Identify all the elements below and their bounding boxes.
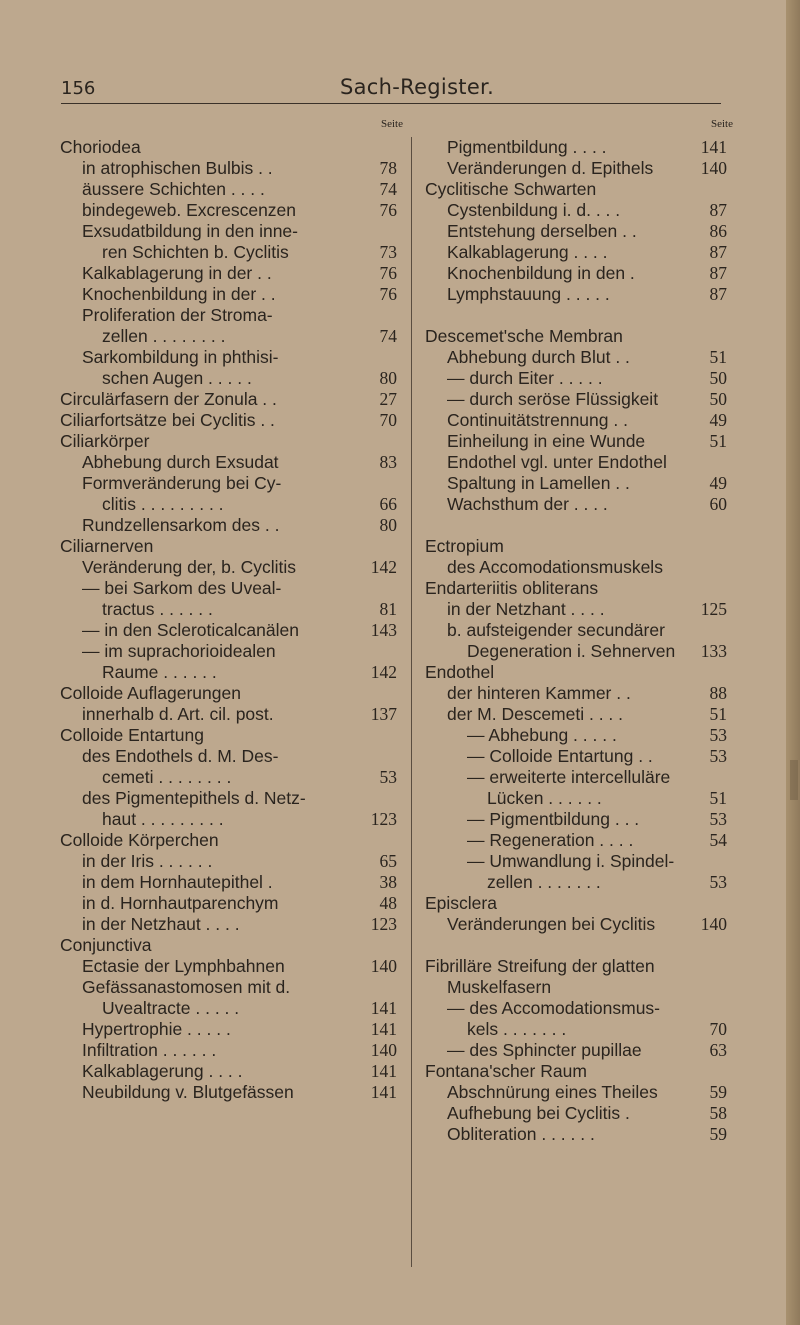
entry-text: Veränderung der, b. Cyclitis — [82, 557, 297, 577]
index-entry — [60, 914, 405, 935]
entry-text: Proliferation der Stroma- — [82, 305, 273, 325]
index-entry — [60, 746, 405, 767]
entry-page-number: 59 — [709, 1124, 727, 1144]
edge-mark — [790, 760, 798, 800]
index-entry — [425, 137, 735, 158]
entry-page-number: 53 — [709, 872, 727, 892]
index-entry — [425, 1082, 735, 1103]
index-entry — [425, 494, 735, 515]
index-entry — [425, 1103, 735, 1124]
entry-page-number: 53 — [709, 725, 727, 745]
entry-text: Ectasie der Lymphbahnen — [82, 956, 285, 976]
entry-text: Abhebung durch Blut . . — [447, 347, 630, 367]
index-entry — [425, 473, 735, 494]
entry-text: — in den Scleroticalcanälen — [82, 620, 299, 640]
index-entry — [425, 179, 735, 200]
index-entry — [60, 389, 405, 410]
index-entries-left — [60, 137, 405, 1103]
index-entry — [60, 200, 405, 221]
index-entry — [60, 683, 405, 704]
index-entry — [60, 536, 405, 557]
index-entry — [60, 893, 405, 914]
index-entry — [425, 704, 735, 725]
seite-label-right: Seite — [711, 118, 733, 130]
entry-gap — [425, 935, 735, 956]
entry-text: kels . . . . . . . — [467, 1019, 567, 1039]
index-entry — [60, 242, 405, 263]
entry-text: Fontana'scher Raum — [425, 1061, 587, 1081]
entry-text: — des Accomodationsmus- — [447, 998, 661, 1018]
index-entry — [60, 431, 405, 452]
entry-text: cemeti . . . . . . . . — [102, 767, 232, 787]
entry-page-number: 53 — [709, 809, 727, 829]
entry-page-number: 123 — [370, 914, 397, 934]
index-entry — [60, 851, 405, 872]
entry-page-number: 27 — [379, 389, 397, 409]
entry-text: haut . . . . . . . . . — [102, 809, 224, 829]
index-entry — [425, 641, 735, 662]
index-entry — [425, 1061, 735, 1082]
entry-text: Formveränderung bei Cy- — [82, 473, 282, 493]
index-entry — [425, 662, 735, 683]
entry-text: der M. Descemeti . . . . — [447, 704, 624, 724]
index-entry — [425, 536, 735, 557]
entry-page-number: 141 — [700, 137, 727, 157]
index-entry — [60, 410, 405, 431]
index-entry — [60, 620, 405, 641]
index-entry — [60, 641, 405, 662]
entry-text: Endothel — [425, 662, 495, 682]
index-entry — [60, 221, 405, 242]
entry-text: — Pigmentbildung . . . — [467, 809, 640, 829]
entry-page-number: 83 — [379, 452, 397, 472]
entry-text: Raume . . . . . . — [102, 662, 217, 682]
index-entry — [425, 431, 735, 452]
index-entry — [425, 557, 735, 578]
entry-text: Entstehung derselben . . — [447, 221, 637, 241]
entry-gap — [425, 305, 735, 326]
index-entry — [60, 557, 405, 578]
entry-text: der hinteren Kammer . . — [447, 683, 631, 703]
entry-text: Kalkablagerung in der . . — [82, 263, 272, 283]
entry-text: in der Netzhant . . . . — [447, 599, 605, 619]
entry-text: — durch Eiter . . . . . — [447, 368, 603, 388]
entry-page-number: 49 — [709, 410, 727, 430]
index-entry — [60, 704, 405, 725]
entry-text: in atrophischen Bulbis . . — [82, 158, 273, 178]
entry-text: in dem Hornhautepithel . — [82, 872, 273, 892]
index-entry — [60, 179, 405, 200]
entry-page-number: 51 — [709, 347, 727, 367]
entry-page-number: 141 — [370, 998, 397, 1018]
entry-text: Veränderungen bei Cyclitis — [447, 914, 656, 934]
entry-page-number: 87 — [709, 284, 727, 304]
index-entry — [425, 242, 735, 263]
entry-text: b. aufsteigender secundärer — [447, 620, 665, 640]
index-entry — [60, 599, 405, 620]
index-entry — [425, 809, 735, 830]
index-entry — [60, 158, 405, 179]
entry-page-number: 51 — [709, 788, 727, 808]
entry-page-number: 65 — [379, 851, 397, 871]
entry-text: Colloide Auflagerungen — [60, 683, 241, 703]
entry-text: zellen . . . . . . . . — [102, 326, 226, 346]
entry-text: Hypertrophie . . . . . — [82, 1019, 231, 1039]
entry-gap — [425, 515, 735, 536]
entry-text: äussere Schichten . . . . — [82, 179, 265, 199]
entry-page-number: 141 — [370, 1019, 397, 1039]
entry-text: Ciliarkörper — [60, 431, 150, 451]
entry-text: Lymphstauung . . . . . — [447, 284, 610, 304]
entry-text: Descemet'sche Membran — [425, 326, 623, 346]
entry-text: in d. Hornhautparenchym — [82, 893, 279, 913]
entry-page-number: 51 — [709, 704, 727, 724]
entry-page-number: 140 — [370, 1040, 397, 1060]
index-entry — [425, 956, 735, 977]
entry-page-number: 38 — [379, 872, 397, 892]
index-entry — [60, 788, 405, 809]
page-title: Sach-Register. — [340, 75, 495, 99]
index-entry — [425, 326, 735, 347]
entry-text: Muskelfasern — [447, 977, 552, 997]
entry-page-number: 63 — [709, 1040, 727, 1060]
entry-text: — Colloide Entartung . . — [467, 746, 653, 766]
entry-text: Endarteriitis obliterans — [425, 578, 599, 598]
index-entry — [60, 1019, 405, 1040]
entry-page-number: 137 — [370, 704, 397, 724]
index-entry — [425, 221, 735, 242]
index-entry — [60, 284, 405, 305]
entry-page-number: 73 — [379, 242, 397, 262]
entry-page-number: 143 — [370, 620, 397, 640]
index-entry — [425, 410, 735, 431]
entry-page-number: 70 — [379, 410, 397, 430]
entry-text: — im suprachorioidealen — [82, 641, 276, 661]
entry-page-number: 49 — [709, 473, 727, 493]
index-entry — [425, 158, 735, 179]
entry-page-number: 80 — [379, 515, 397, 535]
index-entry — [425, 599, 735, 620]
entry-text: Abhebung durch Exsudat — [82, 452, 279, 472]
index-entry — [425, 746, 735, 767]
entry-text: Exsudatbildung in den inne- — [82, 221, 298, 241]
entry-page-number: 51 — [709, 431, 727, 451]
index-entry — [60, 305, 405, 326]
entry-text: Gefässanastomosen mit d. — [82, 977, 291, 997]
entry-page-number: 53 — [709, 746, 727, 766]
entry-page-number: 76 — [379, 200, 397, 220]
entry-page-number: 76 — [379, 263, 397, 283]
entry-text: Lücken . . . . . . — [487, 788, 602, 808]
index-entry — [60, 1061, 405, 1082]
entry-page-number: 140 — [700, 158, 727, 178]
entry-text: zellen . . . . . . . — [487, 872, 601, 892]
index-entry — [425, 725, 735, 746]
entry-text: Einheilung in eine Wunde — [447, 431, 646, 451]
entry-page-number: 60 — [709, 494, 727, 514]
index-entry — [60, 872, 405, 893]
entry-page-number: 74 — [379, 179, 397, 199]
entry-text: Choriodea — [60, 137, 141, 157]
entry-page-number: 53 — [379, 767, 397, 787]
entry-text: — bei Sarkom des Uveal- — [82, 578, 282, 598]
index-entry — [60, 326, 405, 347]
index-entry — [425, 347, 735, 368]
entry-page-number: 70 — [709, 1019, 727, 1039]
index-entry — [60, 137, 405, 158]
entry-page-number: 54 — [709, 830, 727, 850]
index-column-left — [60, 118, 405, 1103]
entry-text: — des Sphincter pupillae — [447, 1040, 642, 1060]
index-column-right — [425, 118, 735, 1145]
entry-page-number: 125 — [700, 599, 727, 619]
entry-text: Neubildung v. Blutgefässen — [82, 1082, 294, 1102]
entry-text: Kalkablagerung . . . . — [447, 242, 608, 262]
entry-text: in der Iris . . . . . . — [82, 851, 213, 871]
index-entry — [425, 683, 735, 704]
entry-text: Kalkablagerung . . . . — [82, 1061, 243, 1081]
entry-text: clitis . . . . . . . . . — [102, 494, 224, 514]
entry-text: bindegeweb. Excrescenzen — [82, 200, 297, 220]
index-entry — [425, 767, 735, 788]
entry-text: Endothel vgl. unter Endothel — [447, 452, 667, 472]
entry-text: — Umwandlung i. Spindel- — [467, 851, 675, 871]
index-entry — [60, 1082, 405, 1103]
index-entry — [425, 578, 735, 599]
entry-text: Veränderungen d. Epithels — [447, 158, 654, 178]
index-entry — [60, 263, 405, 284]
entry-text: Colloide Körperchen — [60, 830, 219, 850]
entry-text: des Accomodationsmuskels — [447, 557, 663, 577]
index-entry — [60, 473, 405, 494]
entry-text: — durch seröse Flüssigkeit — [447, 389, 659, 409]
index-entry — [60, 809, 405, 830]
page-number: 156 — [61, 78, 96, 99]
header-rule — [61, 103, 721, 104]
index-entry — [425, 452, 735, 473]
entry-page-number: 66 — [379, 494, 397, 514]
entry-text: Pigmentbildung . . . . — [447, 137, 607, 157]
entry-page-number: 48 — [379, 893, 397, 913]
entry-page-number: 76 — [379, 284, 397, 304]
index-entry — [425, 200, 735, 221]
index-entry — [60, 767, 405, 788]
entry-text: des Endothels d. M. Des- — [82, 746, 279, 766]
entry-text: Sarkombildung in phthisi- — [82, 347, 279, 367]
index-entry — [425, 263, 735, 284]
entry-page-number: 74 — [379, 326, 397, 346]
entry-text: Cystenbildung i. d. . . . — [447, 200, 621, 220]
entry-text: Degeneration i. Sehnerven — [467, 641, 676, 661]
entry-text: Obliteration . . . . . . — [447, 1124, 595, 1144]
entry-text: — Abhebung . . . . . — [467, 725, 617, 745]
index-entry — [425, 368, 735, 389]
entry-text: Knochenbildung in der . . — [82, 284, 276, 304]
column-divider — [411, 137, 412, 1267]
index-entry — [425, 284, 735, 305]
entry-text: Spaltung in Lamellen . . — [447, 473, 630, 493]
entry-page-number: 87 — [709, 263, 727, 283]
entry-text: Colloide Entartung — [60, 725, 204, 745]
index-entry — [60, 368, 405, 389]
entry-page-number: 86 — [709, 221, 727, 241]
entry-text: Episclera — [425, 893, 497, 913]
entry-text: — Regeneration . . . . — [467, 830, 634, 850]
entry-page-number: 123 — [370, 809, 397, 829]
entry-text: Ciliarfortsätze bei Cyclitis . . — [60, 410, 275, 430]
index-entry — [60, 725, 405, 746]
index-entry — [60, 494, 405, 515]
entry-page-number: 87 — [709, 200, 727, 220]
index-entry — [425, 872, 735, 893]
index-entry — [60, 515, 405, 536]
entry-page-number: 81 — [379, 599, 397, 619]
entry-page-number: 141 — [370, 1061, 397, 1081]
index-entry — [60, 1040, 405, 1061]
entry-text: Wachsthum der . . . . — [447, 494, 608, 514]
index-entry — [60, 578, 405, 599]
entry-text: Circulärfasern der Zonula . . — [60, 389, 277, 409]
entry-text: Knochenbildung in den . — [447, 263, 635, 283]
index-entry — [60, 452, 405, 473]
entry-text: Uvealtracte . . . . . — [102, 998, 240, 1018]
entry-page-number: 140 — [700, 914, 727, 934]
entry-text: Ciliarnerven — [60, 536, 154, 556]
entry-text: Fibrilläre Streifung der glatten — [425, 956, 655, 976]
index-entry — [425, 620, 735, 641]
entry-page-number: 141 — [370, 1082, 397, 1102]
entry-page-number: 87 — [709, 242, 727, 262]
entry-text: Infiltration . . . . . . — [82, 1040, 217, 1060]
page-edge — [786, 0, 800, 1325]
index-entry — [425, 830, 735, 851]
index-entry — [60, 956, 405, 977]
index-entry — [60, 347, 405, 368]
index-entry — [425, 1019, 735, 1040]
entry-page-number: 59 — [709, 1082, 727, 1102]
entry-page-number: 50 — [709, 368, 727, 388]
entry-page-number: 142 — [370, 662, 397, 682]
entry-page-number: 140 — [370, 956, 397, 976]
entry-text: tractus . . . . . . — [102, 599, 213, 619]
entry-page-number: 142 — [370, 557, 397, 577]
index-entry — [425, 893, 735, 914]
entry-text: innerhalb d. Art. cil. post. — [82, 704, 274, 724]
entry-page-number: 78 — [379, 158, 397, 178]
index-entry — [425, 851, 735, 872]
entry-text: Conjunctiva — [60, 935, 152, 955]
index-entry — [60, 998, 405, 1019]
entry-text: Aufhebung bei Cyclitis . — [447, 1103, 630, 1123]
entry-text: Abschnürung eines Theiles — [447, 1082, 658, 1102]
index-entry — [60, 935, 405, 956]
index-entry — [60, 830, 405, 851]
entry-text: Ectropium — [425, 536, 504, 556]
entry-text: Continuitätstrennung . . — [447, 410, 628, 430]
entry-page-number: 80 — [379, 368, 397, 388]
index-entry — [60, 977, 405, 998]
index-entry — [425, 998, 735, 1019]
entry-page-number: 88 — [709, 683, 727, 703]
entry-text: in der Netzhaut . . . . — [82, 914, 240, 934]
entry-text: Rundzellensarkom des . . — [82, 515, 280, 535]
entry-text: Cyclitische Schwarten — [425, 179, 597, 199]
entry-page-number: 58 — [709, 1103, 727, 1123]
index-entry — [425, 914, 735, 935]
index-entry — [60, 662, 405, 683]
index-entry — [425, 1124, 735, 1145]
entry-page-number: 50 — [709, 389, 727, 409]
entry-page-number: 133 — [700, 641, 727, 661]
entry-text: ren Schichten b. Cyclitis — [102, 242, 289, 262]
index-entry — [425, 788, 735, 809]
entry-text: des Pigmentepithels d. Netz- — [82, 788, 306, 808]
index-entries-right — [425, 137, 735, 1145]
index-entry — [425, 389, 735, 410]
index-entry — [425, 1040, 735, 1061]
entry-text: — erweiterte intercelluläre — [467, 767, 671, 787]
entry-text: schen Augen . . . . . — [102, 368, 252, 388]
index-entry — [425, 977, 735, 998]
seite-label-left: Seite — [381, 118, 403, 130]
